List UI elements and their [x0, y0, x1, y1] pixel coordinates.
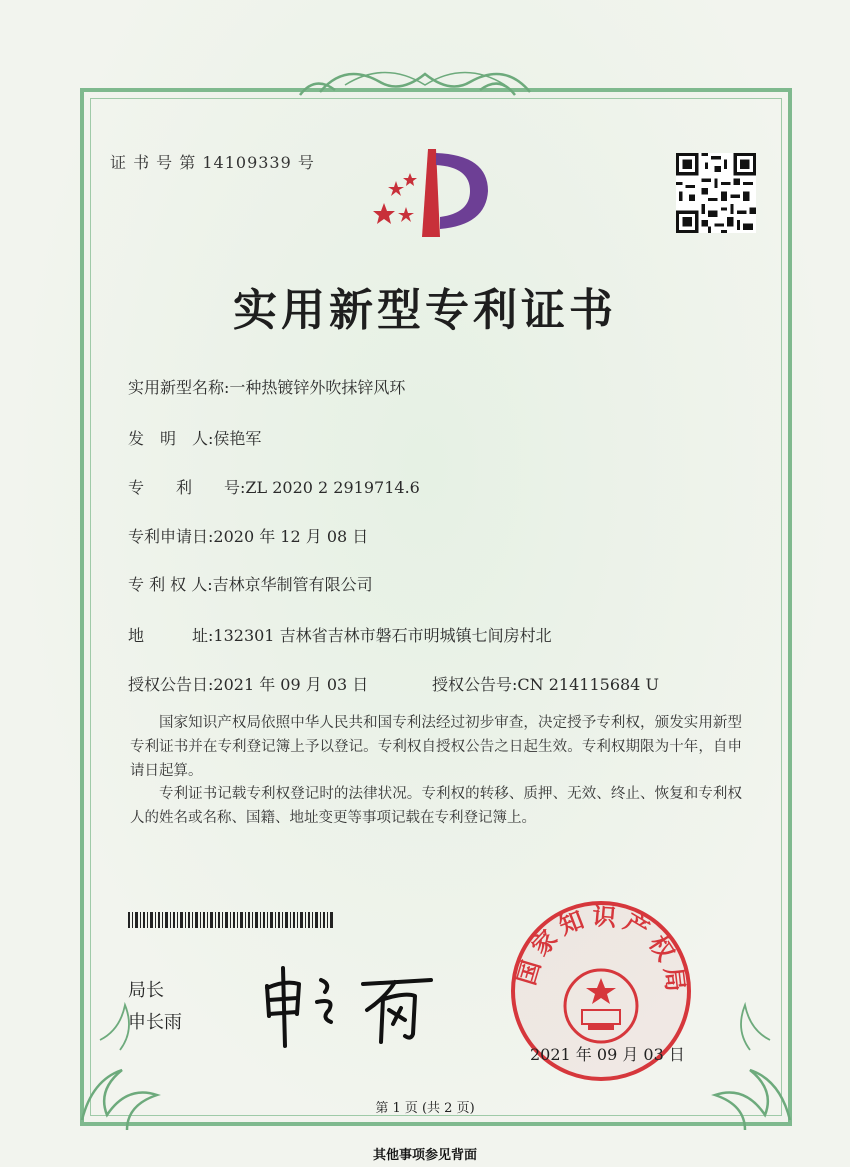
- legal-paragraph-2: 专利证书记载专利权登记时的法律状况。专利权的转移、质押、无效、终止、恢复和专利权人的姓名或名称、国籍、地址变更等事项记载在专利登记簿上。: [130, 786, 742, 826]
- address-value: 132301 吉林省吉林市磐石市明城镇七间房村北: [213, 626, 552, 645]
- qr-code-icon: [676, 153, 756, 233]
- grant-date-value: 2021 年 09 月 03 日: [213, 675, 369, 694]
- certificate-title: 实用新型专利证书: [233, 285, 617, 336]
- inventor-row: [128, 426, 261, 449]
- grant-date-label: 授权公告日:: [128, 675, 214, 694]
- inventor-value: 侯艳军: [213, 429, 262, 448]
- svg-text:国家知识产权局: 国家知识产权局: [512, 902, 691, 999]
- patentee-label: 专 利 权 人:: [128, 575, 213, 594]
- director-name: 申长雨: [128, 1012, 182, 1033]
- cnipa-logo-icon: [370, 145, 500, 245]
- grant-number-row: [432, 672, 659, 695]
- utility-model-name-value: 一种热镀锌外吹抹锌风环: [229, 378, 406, 397]
- handwritten-signature: [255, 958, 445, 1048]
- patent-number-label: 专 利 号:: [128, 478, 246, 497]
- patent-number-value: ZL 2020 2 2919714.6: [245, 478, 420, 497]
- grant-date-row: [128, 672, 368, 695]
- address-row: [128, 623, 552, 646]
- utility-model-name-row: [128, 375, 405, 398]
- utility-model-name-label: 实用新型名称:: [128, 378, 230, 397]
- barcode-icon: [128, 912, 335, 928]
- see-back-note: 其他事项参见背面: [372, 1148, 477, 1163]
- seal-date: 2021 年 09 月 03 日: [530, 1045, 685, 1064]
- application-date-value: 2020 年 12 月 08 日: [213, 527, 369, 546]
- patent-number-row: [128, 475, 420, 498]
- director-title: 局长: [128, 980, 164, 1001]
- grant-number-value: CN 214115684 U: [517, 675, 659, 694]
- certificate-number: 证 书 号 第 14109339 号: [110, 153, 315, 172]
- patentee-row: [128, 572, 373, 595]
- inventor-label: 发 明 人:: [128, 429, 214, 448]
- address-label: 地 址:: [128, 626, 214, 645]
- legal-paragraph-1: 国家知识产权局依照中华人民共和国专利法经过初步审查，决定授予专利权，颁发实用新型专利证书并在专利登记簿上予以登记。专利权自授权公告之日起生效。专利权期限为十年，自申请日起算。: [130, 715, 742, 779]
- application-date-row: [128, 524, 368, 547]
- application-date-label: 专利申请日:: [128, 527, 214, 546]
- page-number: 第 1 页 (共 2 页): [375, 1101, 475, 1116]
- grant-number-label: 授权公告号:: [432, 675, 518, 694]
- patentee-value: 吉林京华制管有限公司: [212, 575, 373, 594]
